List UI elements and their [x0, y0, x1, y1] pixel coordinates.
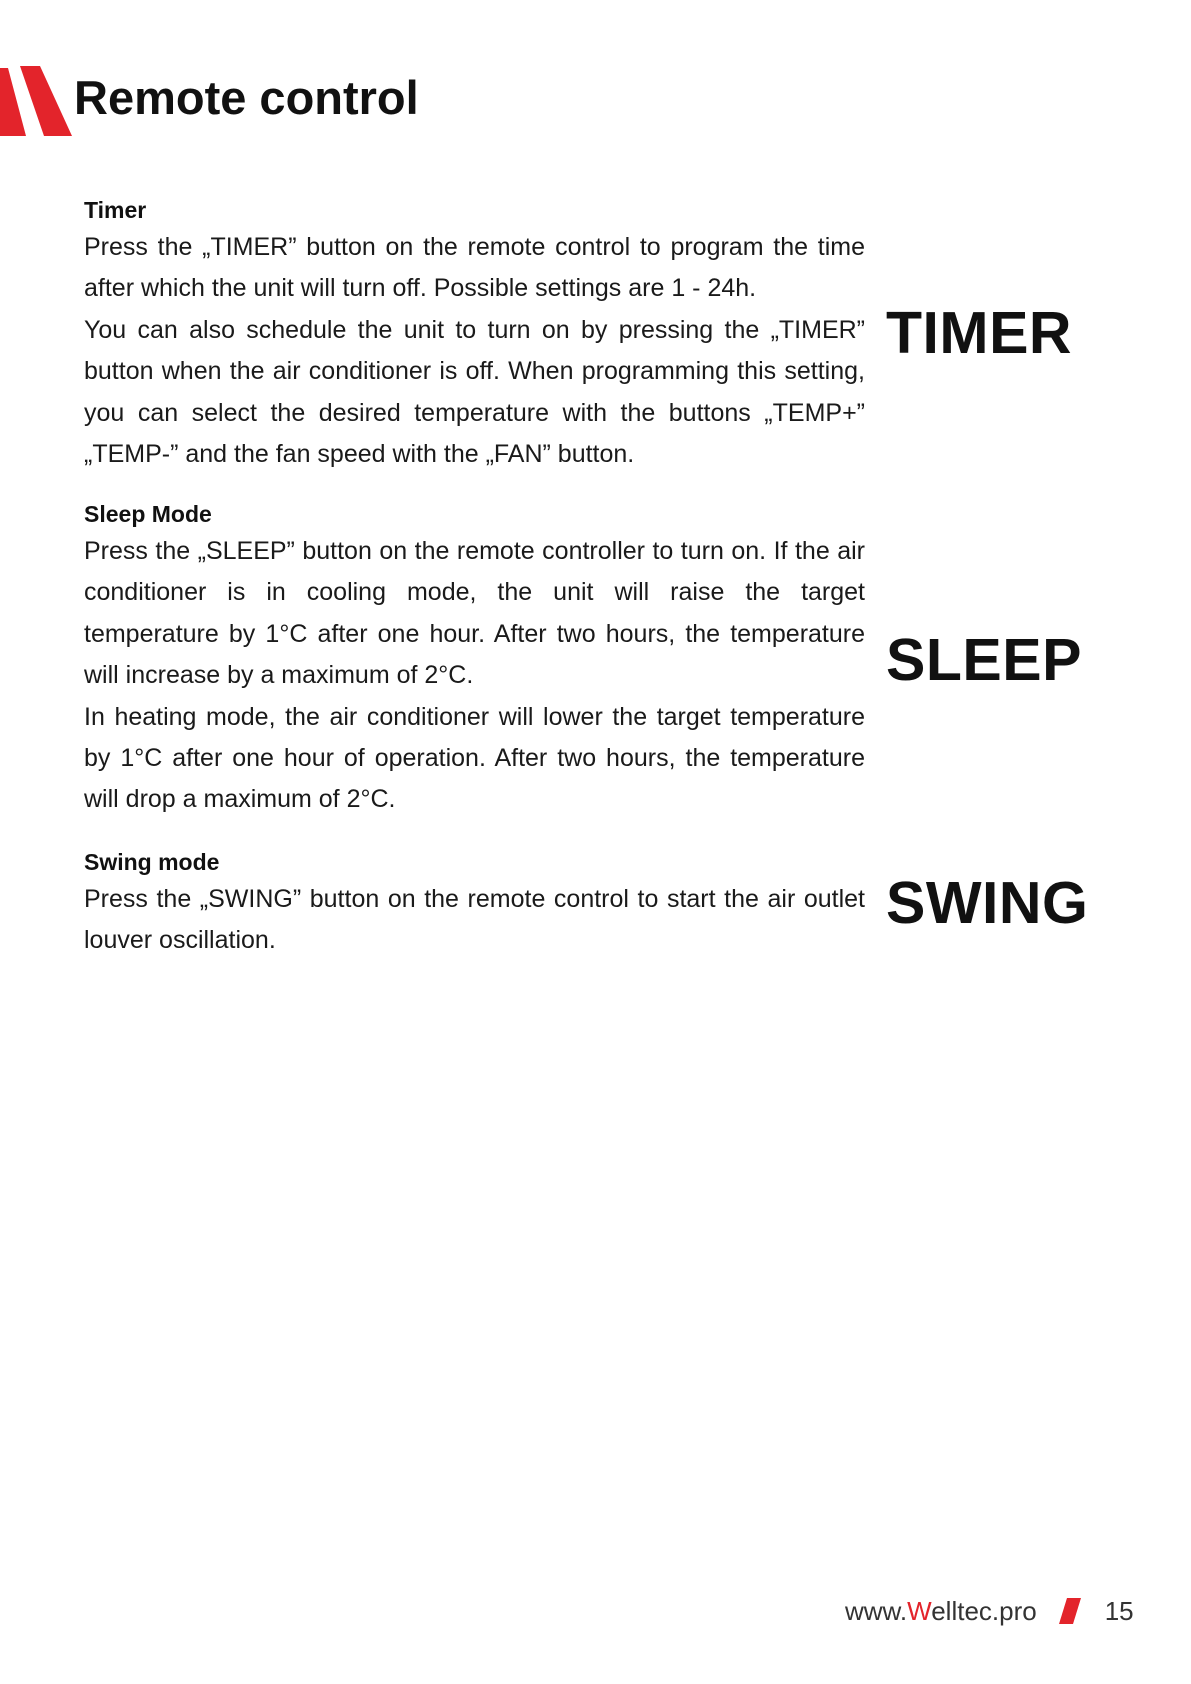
website-link[interactable]	[845, 1596, 1037, 1627]
section-body-sleep	[84, 531, 865, 821]
url-prefix: www.	[845, 1595, 908, 1626]
paragraph: Press the „TIMER” button on the remote control to program the time after which the unit will turn off. Possible settings are 1 - 24h.	[84, 233, 865, 303]
side-label-sleep: SLEEP	[886, 627, 1082, 693]
section-swing	[84, 845, 865, 962]
paragraph: You can also schedule the unit to turn on by pressing the „TIMER” button when the air conditioner is off. When programming this setting, you can select the desired temperature with the buttons „TEMP+” „TEMP-” and the fan speed with the „FAN” button.	[84, 315, 865, 469]
footer	[845, 1594, 1134, 1628]
section-heading-sleep: Sleep Mode	[84, 501, 212, 527]
url-suffix: elltec.pro	[931, 1595, 1037, 1626]
paragraph: Press the „SLEEP” button on the remote controller to turn on. If the air conditioner is in cooling mode, the unit will raise the target temperature by 1°C after one hour. After two hours, the temperature will increase by a maximum of 2°C.	[84, 537, 865, 690]
double-red-slash-icon	[0, 66, 72, 138]
red-slash-icon	[1059, 1598, 1081, 1624]
section-sleep	[84, 497, 865, 821]
paragraph: In heating mode, the air conditioner will lower the target temperature by 1°C after one hour of operation. After two hours, the temperature will drop a maximum of 2°C.	[84, 702, 865, 814]
page-title: Remote control	[74, 71, 419, 124]
section-body-timer	[84, 227, 865, 475]
section-heading-timer: Timer	[84, 197, 147, 223]
paragraph: Press the „SWING” button on the remote control to start the air outlet louver oscillation.	[84, 885, 865, 955]
section-body-swing	[84, 879, 865, 962]
side-label-timer: TIMER	[886, 300, 1073, 366]
page-number: 15	[1104, 1595, 1134, 1626]
section-heading-swing: Swing mode	[84, 849, 220, 875]
url-accent-letter: W	[907, 1595, 932, 1626]
section-timer	[84, 193, 865, 475]
side-label-swing: SWING	[886, 870, 1089, 936]
